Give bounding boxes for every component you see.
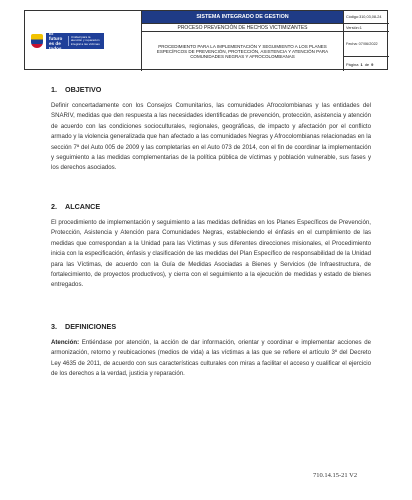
section-title: ALCANCE xyxy=(65,202,101,211)
section-number: 3. xyxy=(51,322,57,331)
definition-text: Entiéndase por atención, la acción de dar información, orientar y coordinar e implementar acciones de armonización, retorno y reubicaciones (medios de vida) a las víctimas a las que se refiere el artículo 3º del Decreto Ley 4635 de 2011, de acuerdo con sus características culturales con miras a facilitar el acceso y cualificar el ejercicio de los derechos a la verdad, justicia y reparación. xyxy=(51,339,371,378)
page-total: 9 xyxy=(371,61,374,67)
page-indicator xyxy=(344,57,389,71)
section-heading-objetivo xyxy=(51,85,101,94)
system-title: SISTEMA INTEGRADO DE GESTION xyxy=(142,11,344,24)
page-prefix: Página xyxy=(346,61,359,67)
section-heading-alcance xyxy=(51,202,100,211)
process-name: PROCESO PREVENCIÓN DE HECHOS VICTIMIZANTES xyxy=(142,24,344,32)
logo-brand-text: El futuro es de todos xyxy=(49,31,63,51)
section-text-objetivo: Definir concertadamente con los Consejos Comunitarios, las comunidades Afrocolombianas y las entidades del SNARIV, medidas que den respuesta a las necesidades identificadas de prevención, protección, asistencia y atención de acuerdo con las condiciones socioculturales, regionales, geográficas, de impacto y afectación por el conflicto armado y la violencia generalizada que han afectado a las comunidades Negras y Afrocolombianas relacionadas en la sección 7ª del Auto 005 de 2009 y las completarías en el Auto 073 de 2014, con el fin de coordinar la implementación y seguimiento a las medidas complementarias de la política pública de víctimas y población vulnerable, sus fases y los derechos asociados. xyxy=(51,102,371,172)
document-code: Código:310,03,08-24 xyxy=(344,11,389,24)
logo-cell xyxy=(25,11,142,71)
document-header-table xyxy=(24,10,388,70)
definition-atencion xyxy=(51,338,371,380)
coat-of-arms-icon xyxy=(31,34,43,48)
agency-logo xyxy=(46,33,104,49)
definition-term: Atención: xyxy=(51,339,80,346)
page-current: 1 xyxy=(360,61,363,67)
section-heading-definiciones xyxy=(51,322,116,331)
section-number: 1. xyxy=(51,85,57,94)
section-title: OBJETIVO xyxy=(65,85,102,94)
document-date: Fecha: 07/06/2022 xyxy=(344,32,389,57)
page-of: de xyxy=(364,61,370,67)
document-version: Versión:1 xyxy=(344,24,389,32)
footer-code: 710.14.15-21 V2 xyxy=(313,472,358,479)
logo-unit-text: Unidad para la atención y reparación integral a las víctimas xyxy=(70,34,100,46)
section-number: 2. xyxy=(51,202,57,211)
section-title: DEFINICIONES xyxy=(65,322,117,331)
document-title: PROCEDIMIENTO PARA LA IMPLEMENTACIÓN Y SEGUIMIENTO A LOS PLANES ESPECÍFICOS DE PREVENCIÓN, PROTECCIÓN, ASISTENCIA Y ATENCIÓN PARA COMUNIDADES NEGRAS Y AFROCOLOMBIANAS xyxy=(142,32,344,71)
section-text-alcance: El procedimiento de implementación y seguimiento a las medidas definidas en los Planes Específicos de Prevención, Protección, Asistencia y Atención para Comunidades Negras, estableciendo el énfasis en el cumplimiento de las medidas que correspondan a la Unidad para las Víctimas y sus diferentes direcciones misionales, el Procedimiento inicia con la especificación, énfasis y clasificación de las medidas del Plan Específico de responsabilidad de la Unidad para las Víctimas, de acuerdo con la Guía de Medidas Asociadas a Bienes y Servicios (de Infraestructura, de fortalecimiento, de proyectos productivos), y cierra con el seguimiento a la ejecución de medidas y estado de bienes entregados. xyxy=(51,219,371,289)
